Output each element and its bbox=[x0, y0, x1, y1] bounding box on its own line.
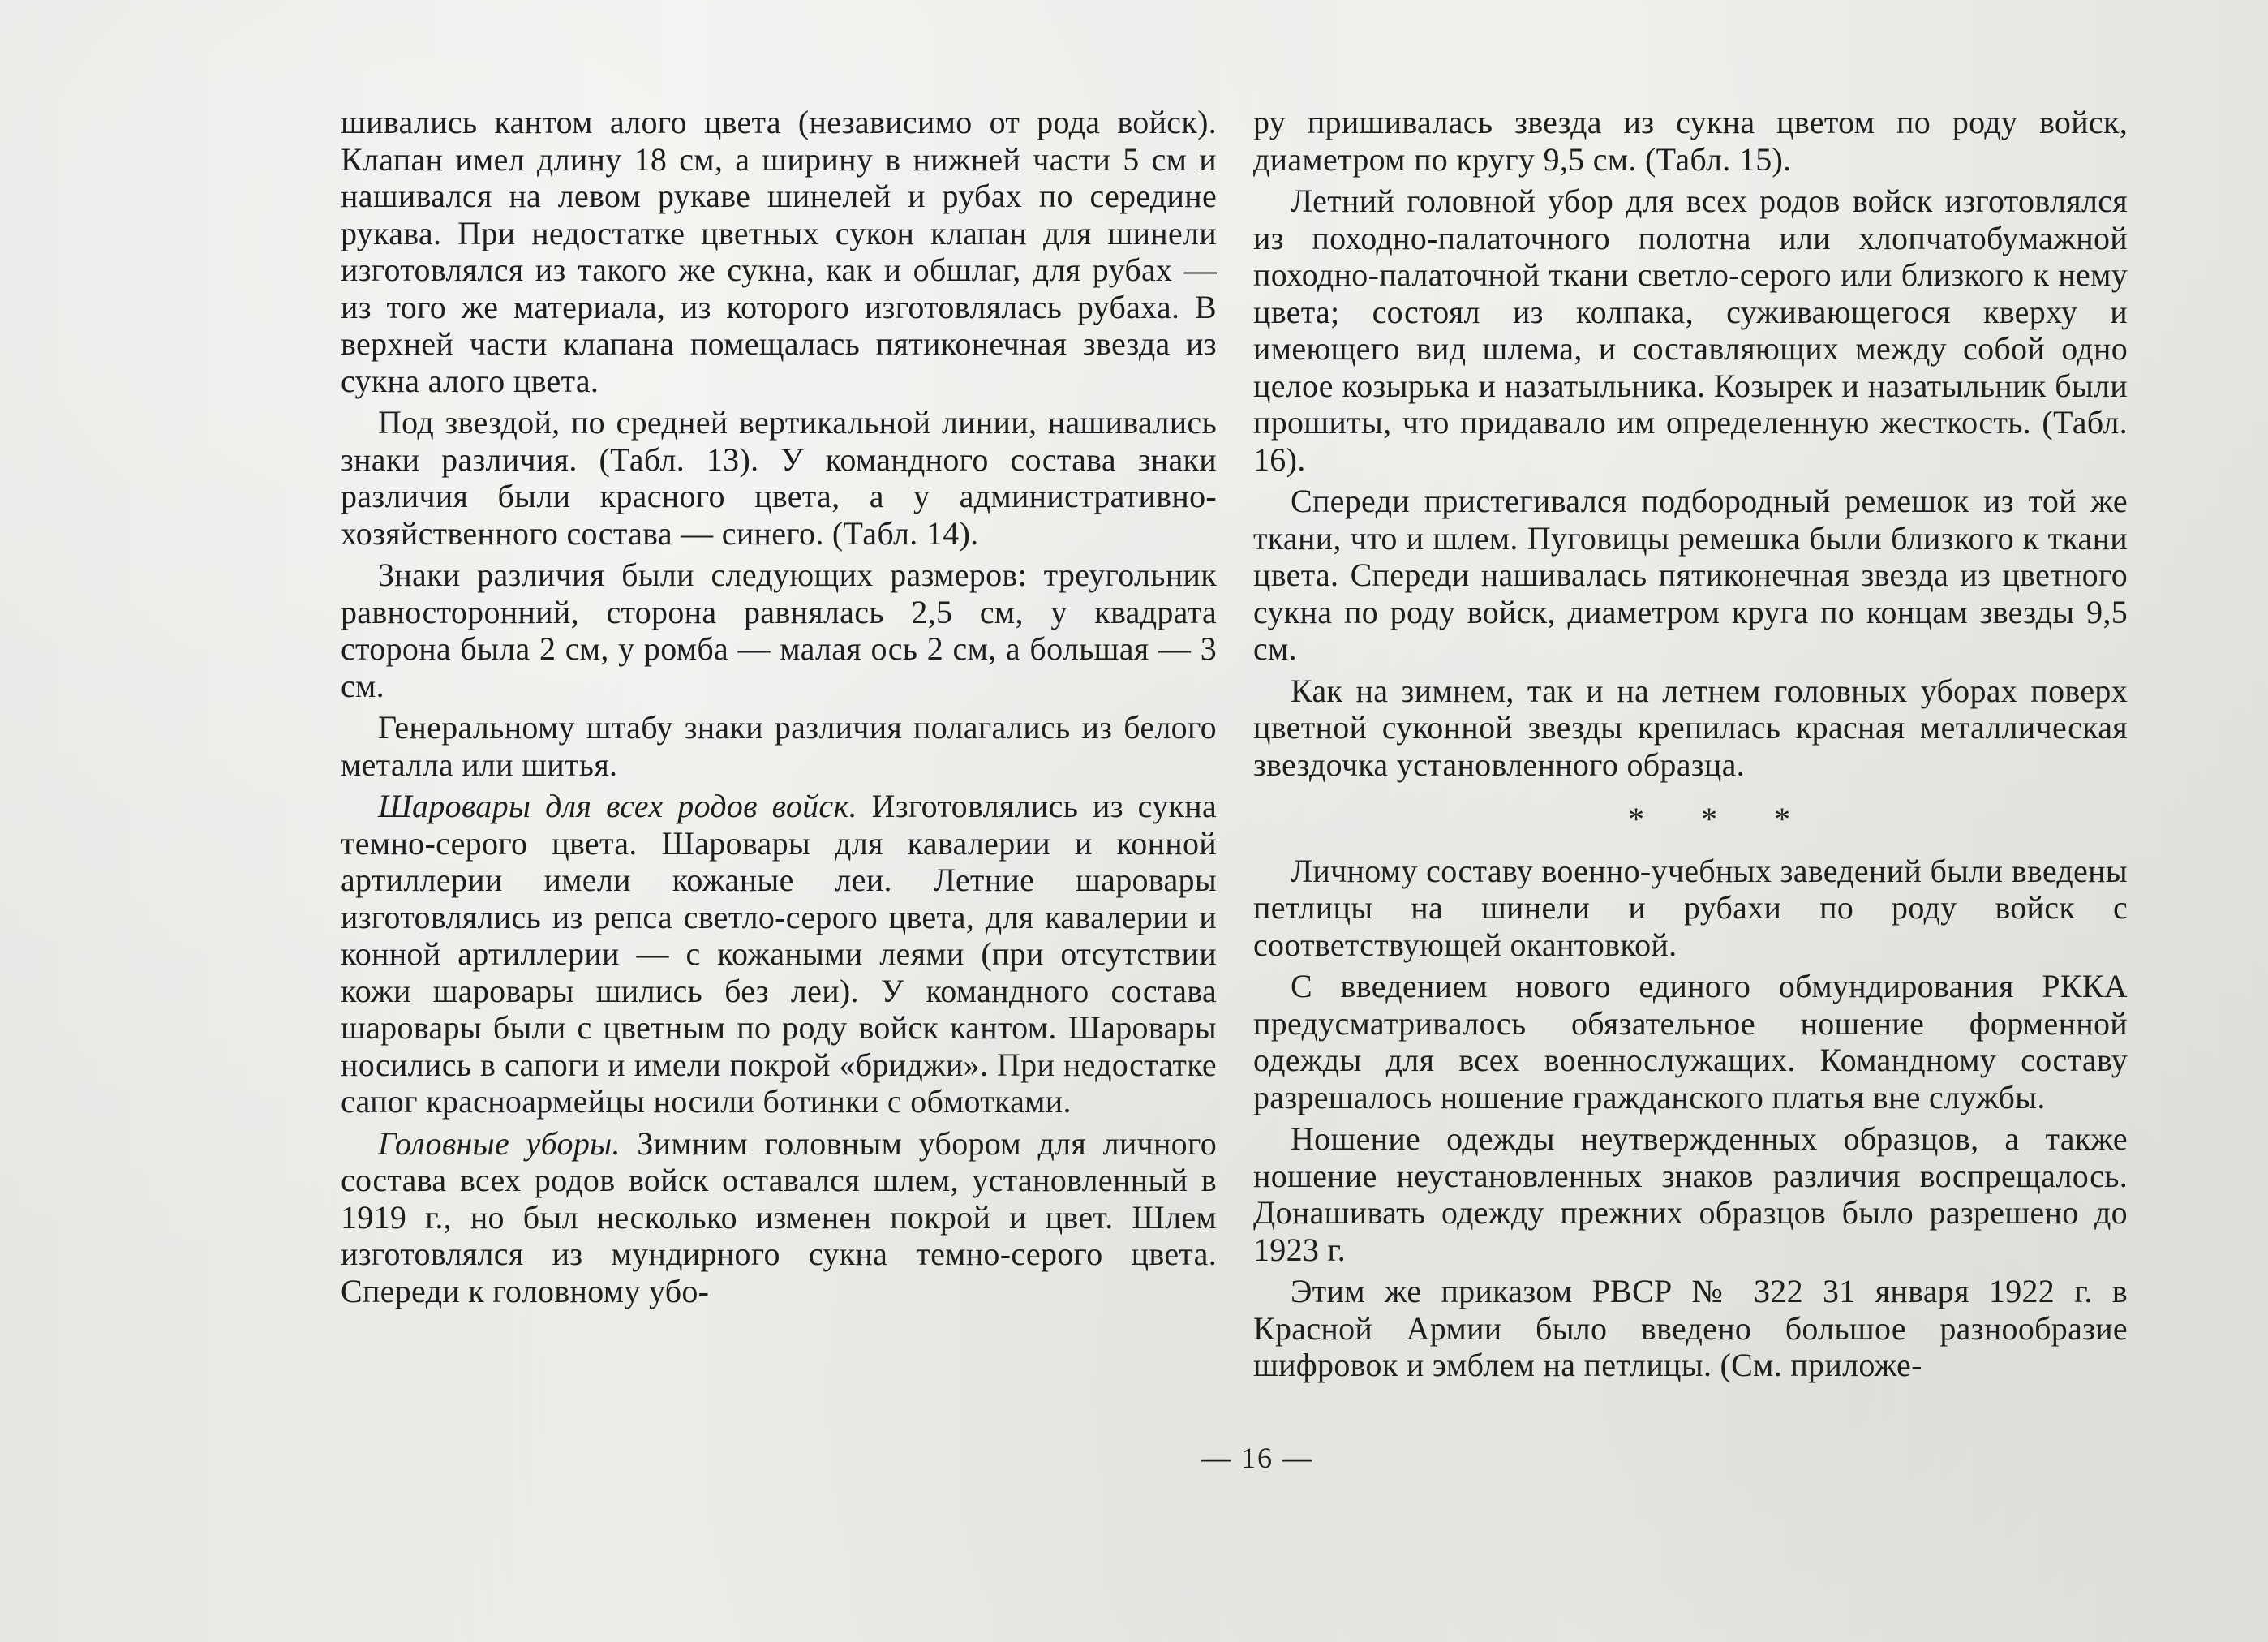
paragraph: Личному составу военно-учебных заведений были введены петлицы на шинели и рубахи по роду войск с соответствующей окантовкой. bbox=[1253, 852, 2128, 963]
paragraph-text: Зимним головным убором для личного состава всех родов войск оставался шлем, установленный в 1919 г., но был несколько изменен покрой и цвет. Шлем изготовлялся из мундирного сукна темно-серого цвета. Спереди к головному убо- bbox=[341, 1124, 1217, 1309]
section-separator: * * * bbox=[1628, 801, 1815, 837]
paragraph: Генеральному штабу знаки различия полагались из белого металла или шитья. bbox=[341, 709, 1217, 783]
paragraph-trousers bbox=[341, 788, 1217, 1120]
paragraph-headwear bbox=[341, 1125, 1217, 1310]
paragraph-text: Изготовлялись из сукна темно-серого цвета. Шаровары для кавалерии и конной артиллерии имели кожаные леи. Летние шаровары изготовлялись из репса светло-серого цвета, для кавалерии и конной артиллерии — с кожаными леями (при отсутствии кожи шаровары шились без леи). У командного состава шаровары были с цветным по роду войск кантом. Шаровары носились в сапоги и имели покрой «бриджи». При недостатке сапог красноармейцы носили ботинки с обмотками. bbox=[341, 788, 1217, 1120]
section-heading-headwear: Головные уборы. bbox=[378, 1124, 621, 1162]
section-heading-trousers: Шаровары для всех родов войск. bbox=[378, 788, 857, 824]
paragraph: Ношение одежды неутвержденных образцов, а также ношение неустановленных знаков различия воспрещалось. Донашивать одежду прежних образцов было разрешено до 1923 г. bbox=[1253, 1120, 2128, 1268]
paragraph: Под звездой, по средней вертикальной линии, нашивались знаки различия. (Табл. 13). У командного состава знаки различия были красного цвета, а у административно-хозяйственного состава — синего. (Табл. 14). bbox=[341, 404, 1217, 552]
paragraph: С введением нового единого обмундирования РККА предусматривалось обязательное ношение форменной одежды для всех военнослужащих. Командному составу разрешалось ношение гражданского платья вне службы. bbox=[1253, 968, 2128, 1115]
paragraph: шивались кантом алого цвета (независимо от рода войск). Клапан имел длину 18 см, а ширину в нижней части 5 см и нашивался на левом рукаве шинелей и рубах по середине рукава. При недостатке цветных сукон клапан для шинели изготовлялся из такого же сукна, как и обшлаг, для рубах — из того же материала, из которого изготовлялась рубаха. В верхней части клапана помещалась пятиконечная звезда из сукна алого цвета. bbox=[341, 104, 1217, 399]
paragraph: Знаки различия были следующих размеров: треугольник равносторонний, сторона равнялась 2,5 см, у квадрата сторона была 2 см, у ромба — малая ось 2 см, а большая — 3 см. bbox=[341, 557, 1217, 704]
page-number: — 16 — bbox=[1201, 1442, 1313, 1474]
paragraph: Летний головной убор для всех родов войск изготовлялся из походно-палаточного полотна или хлопчатобумажной походно-палаточной ткани светло-серого или близкого к нему цвета; состоял из колпака, суживающегося кверху и имеющего вид шлема, и составляющих между собой одно целое козырька и назатыльника. Козырек и назатыльник были прошиты, что придавало им определенную жесткость. (Табл. 16). bbox=[1253, 183, 2128, 478]
right-text-column bbox=[1253, 104, 2128, 1384]
left-text-column bbox=[341, 104, 1217, 1309]
paragraph: Как на зимнем, так и на летнем головных уборах поверх цветной суконной звезды крепилась красная металлическая звездочка установленного образца. bbox=[1253, 672, 2128, 783]
paragraph: ру пришивалась звезда из сукна цветом по роду войск, диаметром по кругу 9,5 см. (Табл. 15). bbox=[1253, 104, 2128, 178]
paragraph: Этим же приказом РВСР № 322 31 января 1922 г. в Красной Армии было введено большое разнообразие шифровок и эмблем на петлицы. (См. приложе- bbox=[1253, 1273, 2128, 1383]
paragraph: Спереди пристегивался подбородный ремешок из той же ткани, что и шлем. Пуговицы ремешка были близкого к ткани цвета. Спереди нашивалась пятиконечная звезда из цветного сукна по роду войск, диаметром круга по концам звезды 9,5 см. bbox=[1253, 483, 2128, 667]
